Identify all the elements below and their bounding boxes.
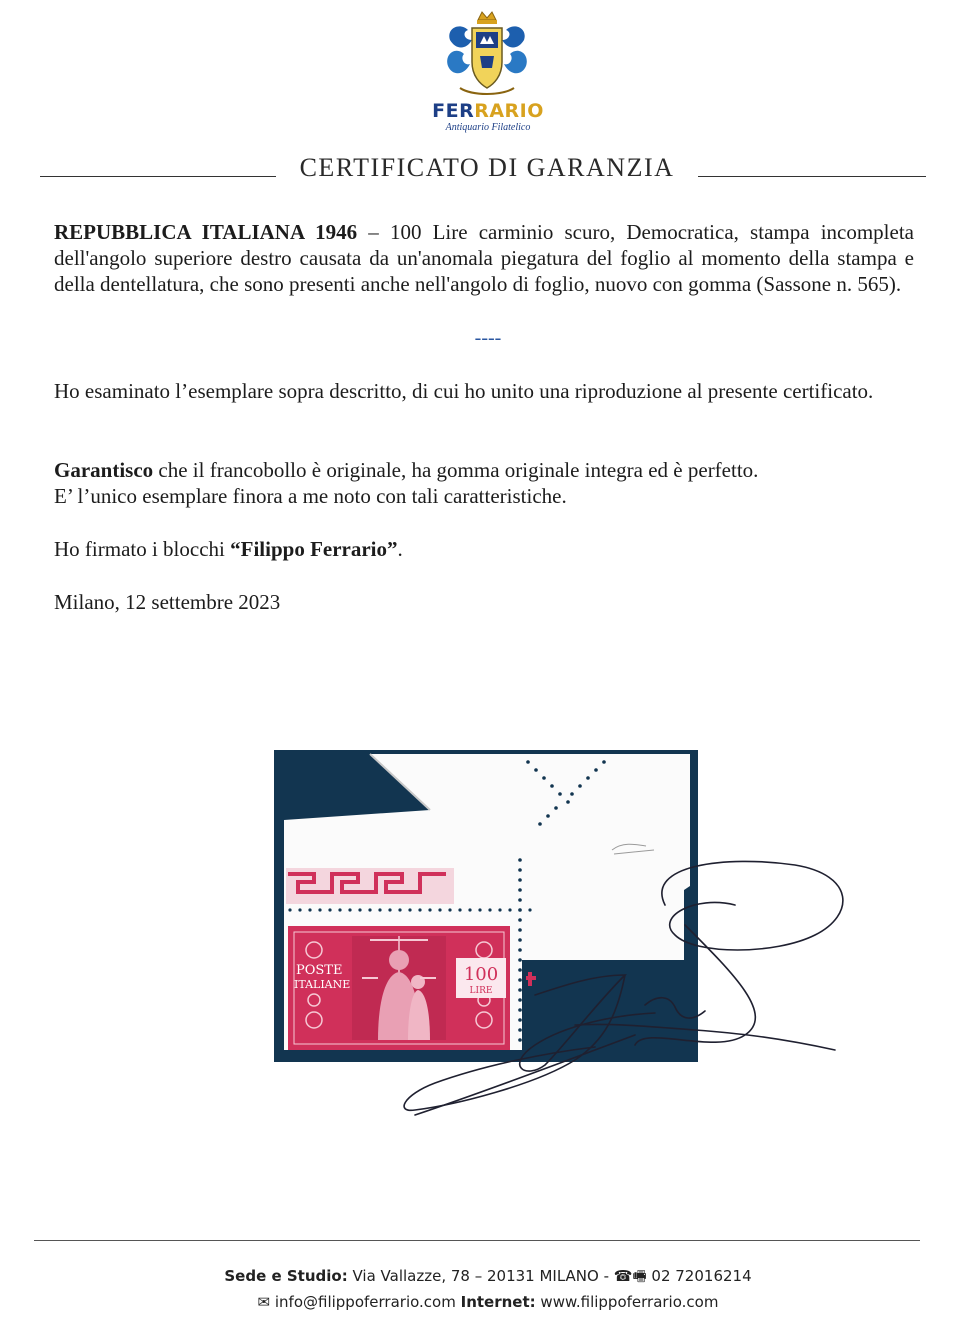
stamp-text-poste: POSTE [296,963,343,978]
signer-name: “Filippo Ferrario” [230,537,398,561]
signed-statement: Ho firmato i blocchi “Filippo Ferrario”. [54,537,403,561]
guarantee-line1: che il francobollo è originale, ha gomma originale integra ed è perfetto. [153,458,759,482]
signature [395,825,855,1125]
email-link[interactable]: info@filippoferrario.com [274,1293,456,1311]
guarantee-line2: E’ l’unico esemplare finora a me noto con tali caratteristiche. [54,484,567,508]
website-link[interactable]: www.filippoferrario.com [535,1293,719,1311]
place-date: Milano, 12 settembre 2023 [54,590,281,614]
title-rule-left [40,176,276,177]
address: Via Vallazze, 78 – 20131 MILANO - [347,1267,614,1285]
internet-label: Internet: [460,1293,536,1311]
phone-fax-icon: ☎🖷 [613,1267,647,1285]
certificate-title: CERTIFICATO DI GARANZIA [299,153,675,182]
examination-statement: Ho esaminato l’esemplare sopra descritto, di cui ho unito una riproduzione al presente certificato. [54,379,874,403]
footer-contact-line [0,1293,976,1311]
footer-rule [34,1240,920,1241]
stamp-text-italiane: ITALIANE [294,978,351,991]
title-rule-right [698,176,926,177]
crest-logo [442,10,532,98]
brand-name: FERRARIO [432,100,544,122]
envelope-icon: ✉ [257,1293,275,1311]
guarantee-bold: Garantisco [54,458,154,482]
guarantee-statement [54,457,914,509]
description-heading: REPUBBLICA ITALIANA 1946 [54,220,358,244]
stamp-currency: LIRE [469,986,493,996]
stamp-description [54,219,914,297]
hq-label: Sede e Studio: [224,1267,348,1285]
separator: ---- [474,327,502,349]
description-text: – 100 Lire carminio scuro, Democratica, stampa incompleta dell'angolo superiore destro causata da un'anomala piegatura del foglio al momento della stampa e della dentellatura, che sono presenti anche nell'angolo di foglio, nuovo con gomma (Sassone n. 565). [54,220,914,296]
brand-tagline: Antiquario Filatelico [445,122,531,133]
stamp-value: 100 [463,964,499,985]
footer-address-line [0,1266,976,1291]
phone-number: 02 72016214 [646,1267,752,1285]
